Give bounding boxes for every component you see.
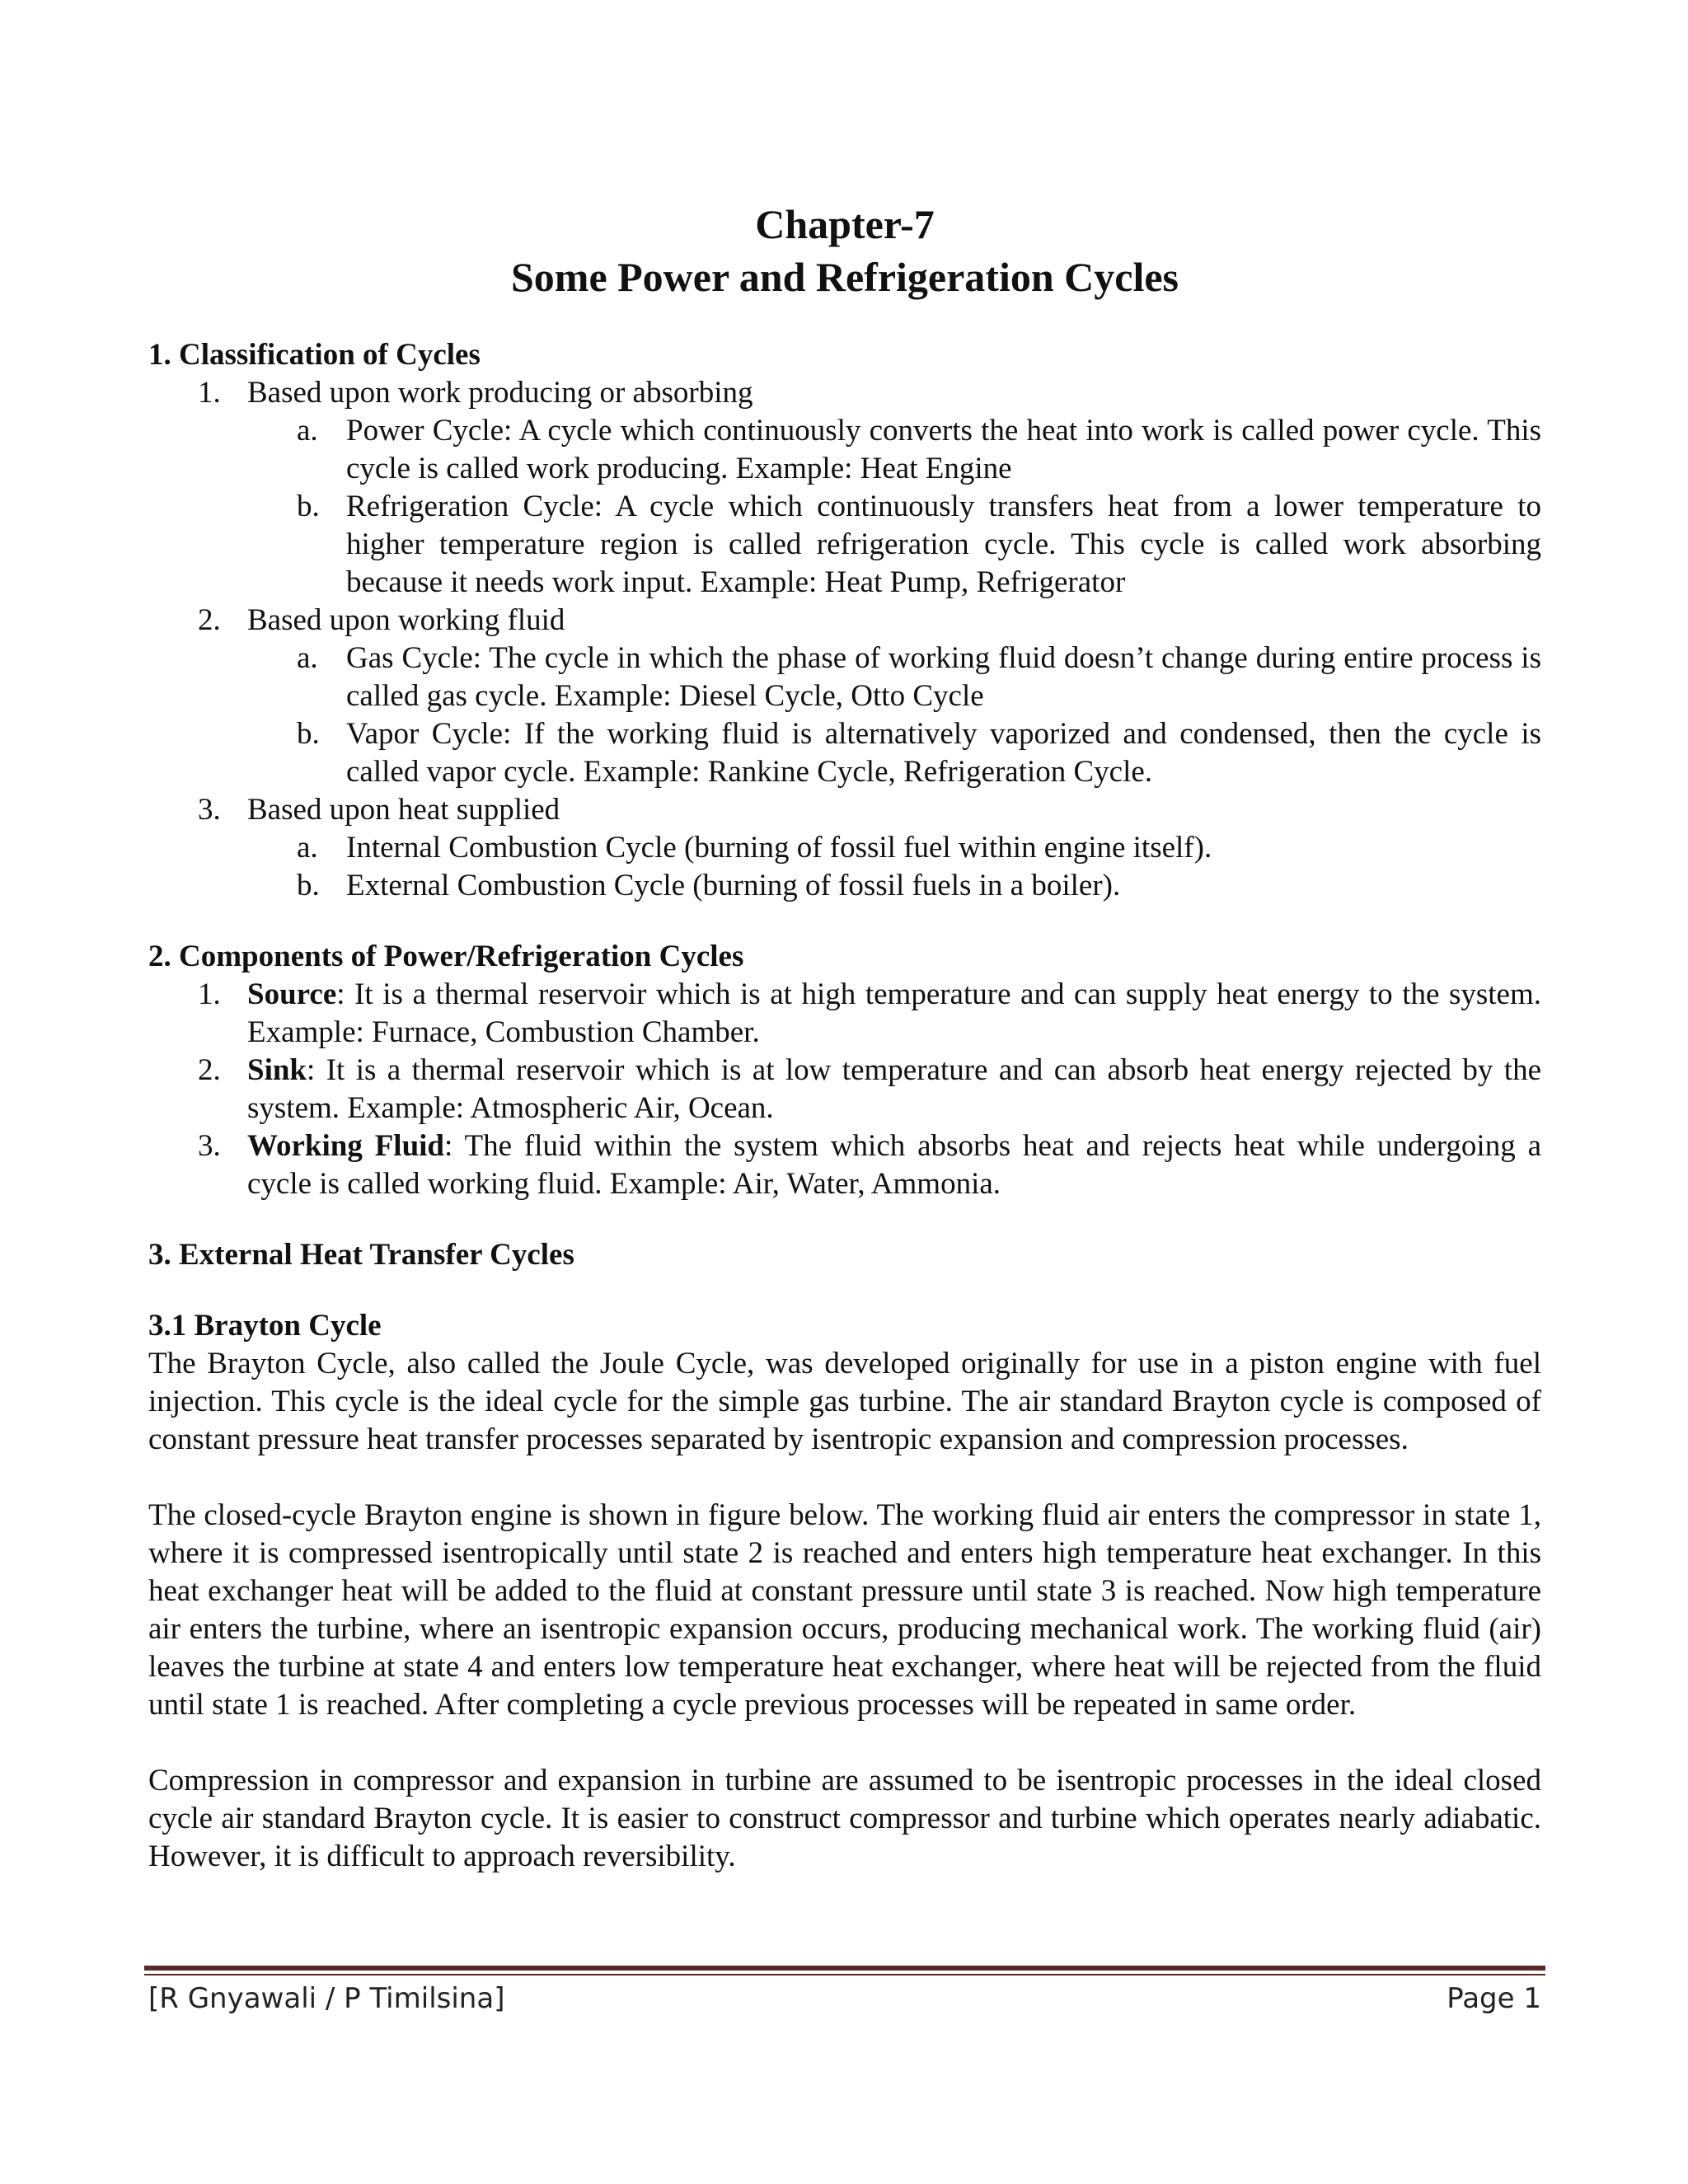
list-item: 3. Working Fluid: The fluid within the system which absorbs heat and rejects heat while undergoing a cycle is called working fluid. Example: Air, Water, Ammonia. <box>198 1129 1541 1201</box>
section-heading-external-heat-transfer: 3. External Heat Transfer Cycles <box>148 1238 574 1272</box>
list-subitem: a. Power Cycle: A cycle which continuously converts the heat into work is called power cycle. This cycle is called work producing. Example: Heat Engine <box>297 414 1541 485</box>
list-item: 1. Source: It is a thermal reservoir which is at high temperature and can supply heat energy to the system. Example: Furnace, Combustion Chamber. <box>198 977 1541 1049</box>
paragraph: The Brayton Cycle, also called the Joule Cycle, was developed originally for use in a piston engine with fuel injection. This cycle is the ideal cycle for the simple gas turbine. The air standard Brayton cycle is composed of constant pressure heat transfer processes separated by isentropic expansion and compression processes. <box>148 1347 1541 1456</box>
list-item: 3. Based upon heat supplied <box>198 793 560 827</box>
paragraph: Compression in compressor and expansion in turbine are assumed to be isentropic processes in the ideal closed cycle air standard Brayton cycle. It is easier to construct compressor and turbine which operates nearly adiabatic. However, it is difficult to approach reversibility. <box>148 1764 1541 1873</box>
section-heading-classification: 1. Classification of Cycles <box>148 338 481 372</box>
chapter-title-block <box>148 198 1541 303</box>
list-item: 1. Based upon work producing or absorbing <box>198 376 753 410</box>
footer-divider-thin <box>144 1974 1545 1975</box>
paragraph: The closed-cycle Brayton engine is shown in figure below. The working fluid air enters the compressor in state 1, where it is compressed isentropically until state 2 is reached and enters high temperature heat exchanger. In this heat exchanger heat will be added to the fluid at constant pressure until state 3 is reached. Now high temperature air enters the turbine, where an isentropic expansion occurs, producing mechanical work. The working fluid (air) leaves the turbine at state 4 and enters low temperature heat exchanger, where heat will be rejected from the fluid until state 1 is reached. After completing a cycle previous processes will be repeated in same order. <box>148 1498 1541 1722</box>
page-number: Page 1 <box>1447 1982 1541 2015</box>
section-heading-brayton-cycle: 3.1 Brayton Cycle <box>148 1309 382 1343</box>
list-subitem: b. External Combustion Cycle (burning of fossil fuels in a boiler). <box>297 869 1121 902</box>
section-heading-components: 2. Components of Power/Refrigeration Cycles <box>148 940 744 973</box>
list-subitem: b. Refrigeration Cycle: A cycle which continuously transfers heat from a lower temperature to higher temperature region is called refrigeration cycle. This cycle is called work absorbing because it needs work input. Example: Heat Pump, Refrigerator <box>297 490 1541 599</box>
list-subitem: b. Vapor Cycle: If the working fluid is alternatively vaporized and condensed, then the cycle is called vapor cycle. Example: Rankine Cycle, Refrigeration Cycle. <box>297 717 1541 789</box>
page-content <box>148 198 1541 1876</box>
footer-authors: [R Gnyawali / P Timilsina] <box>148 1982 505 2015</box>
list-item: 2. Sink: It is a thermal reservoir which is at low temperature and can absorb heat energy rejected by the system. Example: Atmospheric Air, Ocean. <box>198 1053 1541 1125</box>
list-subitem: a. Internal Combustion Cycle (burning of fossil fuel within engine itself). <box>297 831 1212 865</box>
term-working-fluid: Working Fluid <box>247 1129 445 1163</box>
term-sink: Sink <box>247 1053 307 1087</box>
list-item: 2. Based upon working fluid <box>198 603 565 637</box>
term-source: Source <box>247 977 337 1011</box>
footer-divider <box>144 1966 1545 1971</box>
chapter-title: Some Power and Refrigeration Cycles <box>510 254 1179 300</box>
list-subitem: a. Gas Cycle: The cycle in which the phase of working fluid doesn’t change during entire process is called gas cycle. Example: Diesel Cycle, Otto Cycle <box>297 641 1541 713</box>
chapter-number: Chapter-7 <box>755 201 935 247</box>
